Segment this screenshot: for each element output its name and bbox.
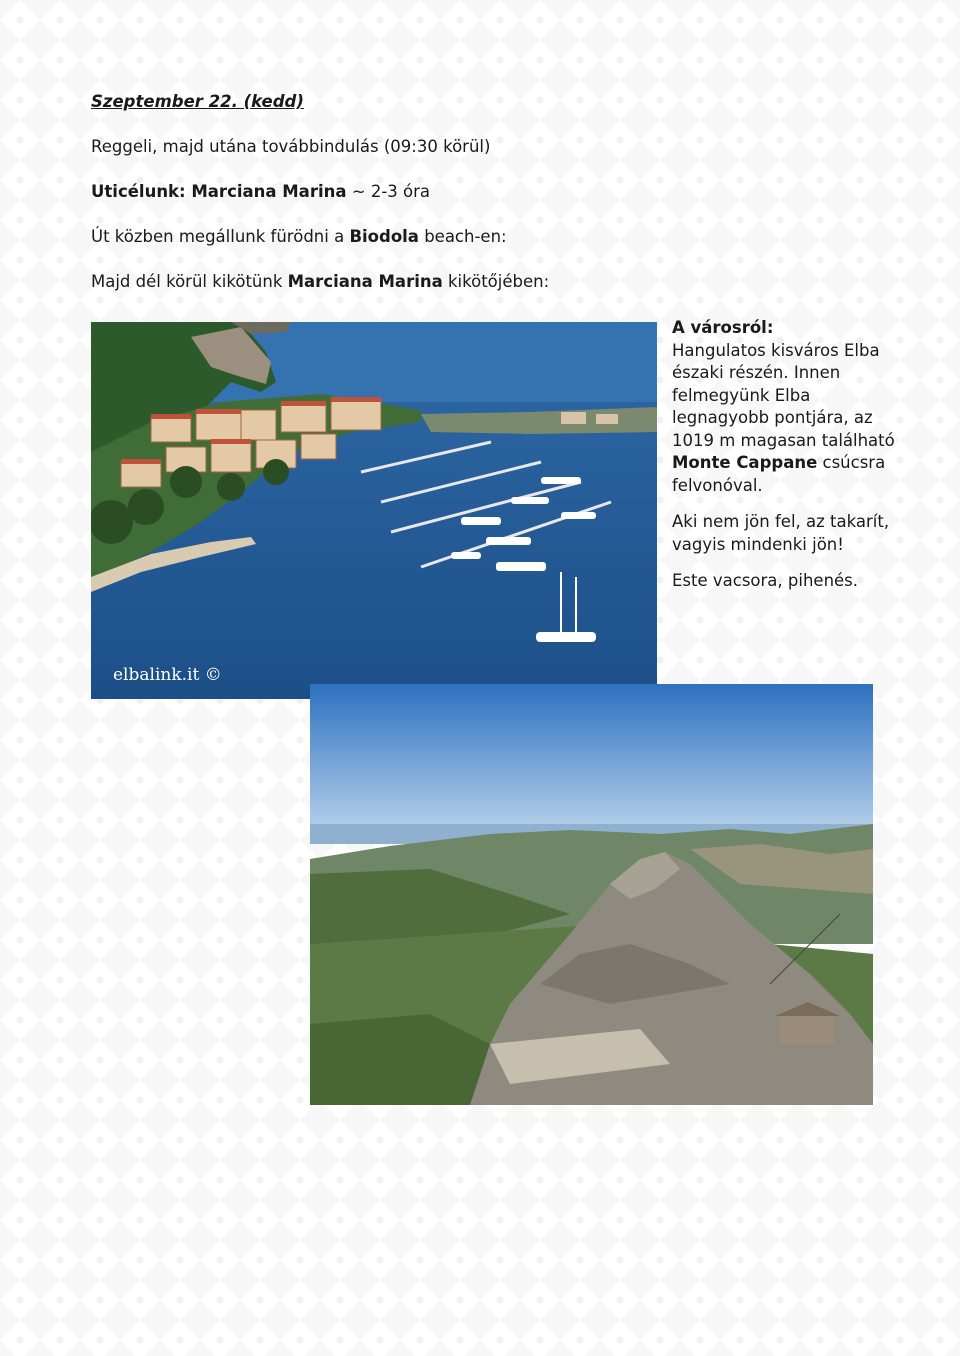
town-paragraph: [672, 317, 912, 497]
travel-time: ~ 2-3 óra: [346, 182, 430, 201]
harbor-name: Marciana Marina: [287, 272, 443, 291]
harbor-photo: [91, 322, 657, 699]
town-description: [672, 317, 912, 607]
town-text-end: csúcsra felvonóval.: [672, 453, 886, 495]
destination-label: Uticélunk: Marciana Marina: [91, 182, 347, 201]
harbor-text: Majd dél körül kikötünk: [91, 272, 288, 291]
harbor-line: [91, 272, 549, 291]
peak-name: Monte Cappane: [672, 453, 818, 472]
mountain-photo: [310, 684, 873, 1105]
breakfast-line: Reggeli, majd utána továbbindulás (09:30 körül): [91, 137, 491, 156]
town-text: Hangulatos kisváros Elba északi részén. Innen felmegyünk Elba legnagyobb pontjára, az 1019 m magasan található: [672, 340, 895, 450]
harbor-suffix: kikötőjében:: [442, 272, 550, 291]
beach-stop-line: [91, 227, 507, 246]
beach-stop-suffix: beach-en:: [418, 227, 507, 246]
beach-stop-text: Út közben megállunk fürödni a: [91, 227, 350, 246]
destination-line: [91, 182, 430, 201]
day-heading: Szeptember 22. (kedd): [91, 92, 304, 111]
cleaning-note: Aki nem jön fel, az takarít, vagyis mindenki jön!: [672, 512, 890, 554]
beach-name: Biodola: [349, 227, 419, 246]
evening-note: Este vacsora, pihenés.: [672, 571, 859, 590]
town-heading: A városról:: [672, 318, 774, 337]
watermark-text: elbalink.it ©: [113, 665, 222, 685]
